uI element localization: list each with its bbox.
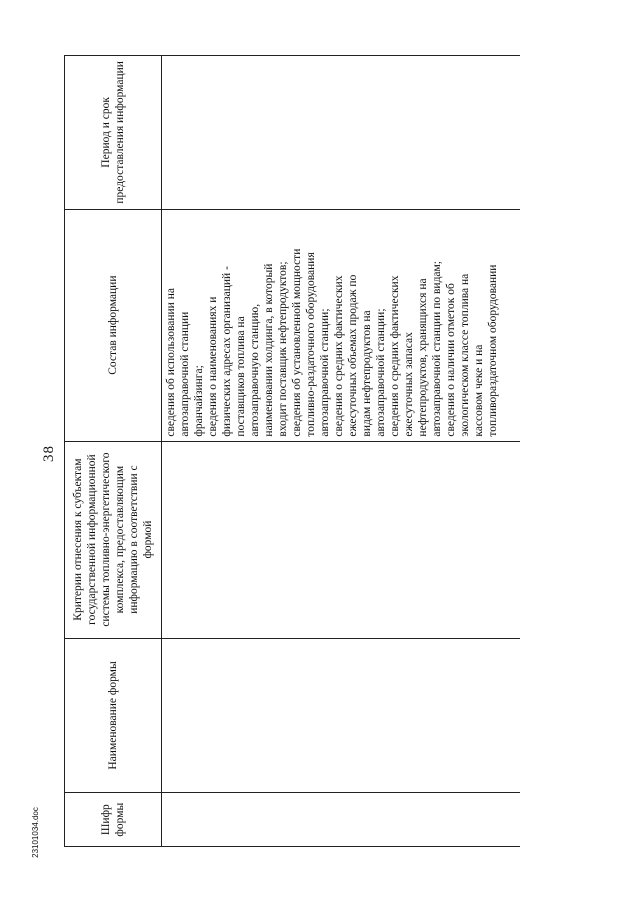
- cell-criteria: [162, 441, 521, 638]
- data-table-container: [68, 55, 520, 847]
- header-code: Шифр формы: [65, 793, 162, 847]
- header-criteria: Критерии отнесения к субъектам государственной информационной системы топливно-энергетического комплекса, предоставляющим информацию в соответствии с формой: [65, 441, 162, 638]
- header-composition: Состав информации: [65, 209, 162, 441]
- cell-composition: сведения об использовании на автозаправочной станции франчайзинга; сведения о наименованиях и физических адресах организаций - поставщиков топлива на автозаправочную станцию, наименовании холдинга, в который входит поставщик нефтепродуктов; сведения об установленной мощности топливно-раздаточного оборудования автозаправочной станции; сведения о средних фактических ежесуточных объемах продаж по видам нефтепродуктов на автозаправочной станции; сведения о средних фактических ежесуточных запасах нефтепродуктов, хранящихся на автозаправочной станции по видам; сведения о наличии отметок об экологическом классе топлива на кассовом чеке и на топливораздаточном оборудовании: [162, 209, 521, 441]
- header-period: Период и срок предоставления информации: [65, 56, 162, 210]
- table-row: [162, 56, 521, 847]
- page-number: 38: [41, 445, 57, 462]
- table-header-row: [65, 56, 162, 847]
- cell-period: [162, 56, 521, 210]
- cell-code: [162, 793, 521, 847]
- form-table: [64, 55, 520, 847]
- header-name: Наименование формы: [65, 638, 162, 793]
- cell-name: [162, 638, 521, 793]
- footer-file-code: 23101034.doc: [30, 807, 40, 858]
